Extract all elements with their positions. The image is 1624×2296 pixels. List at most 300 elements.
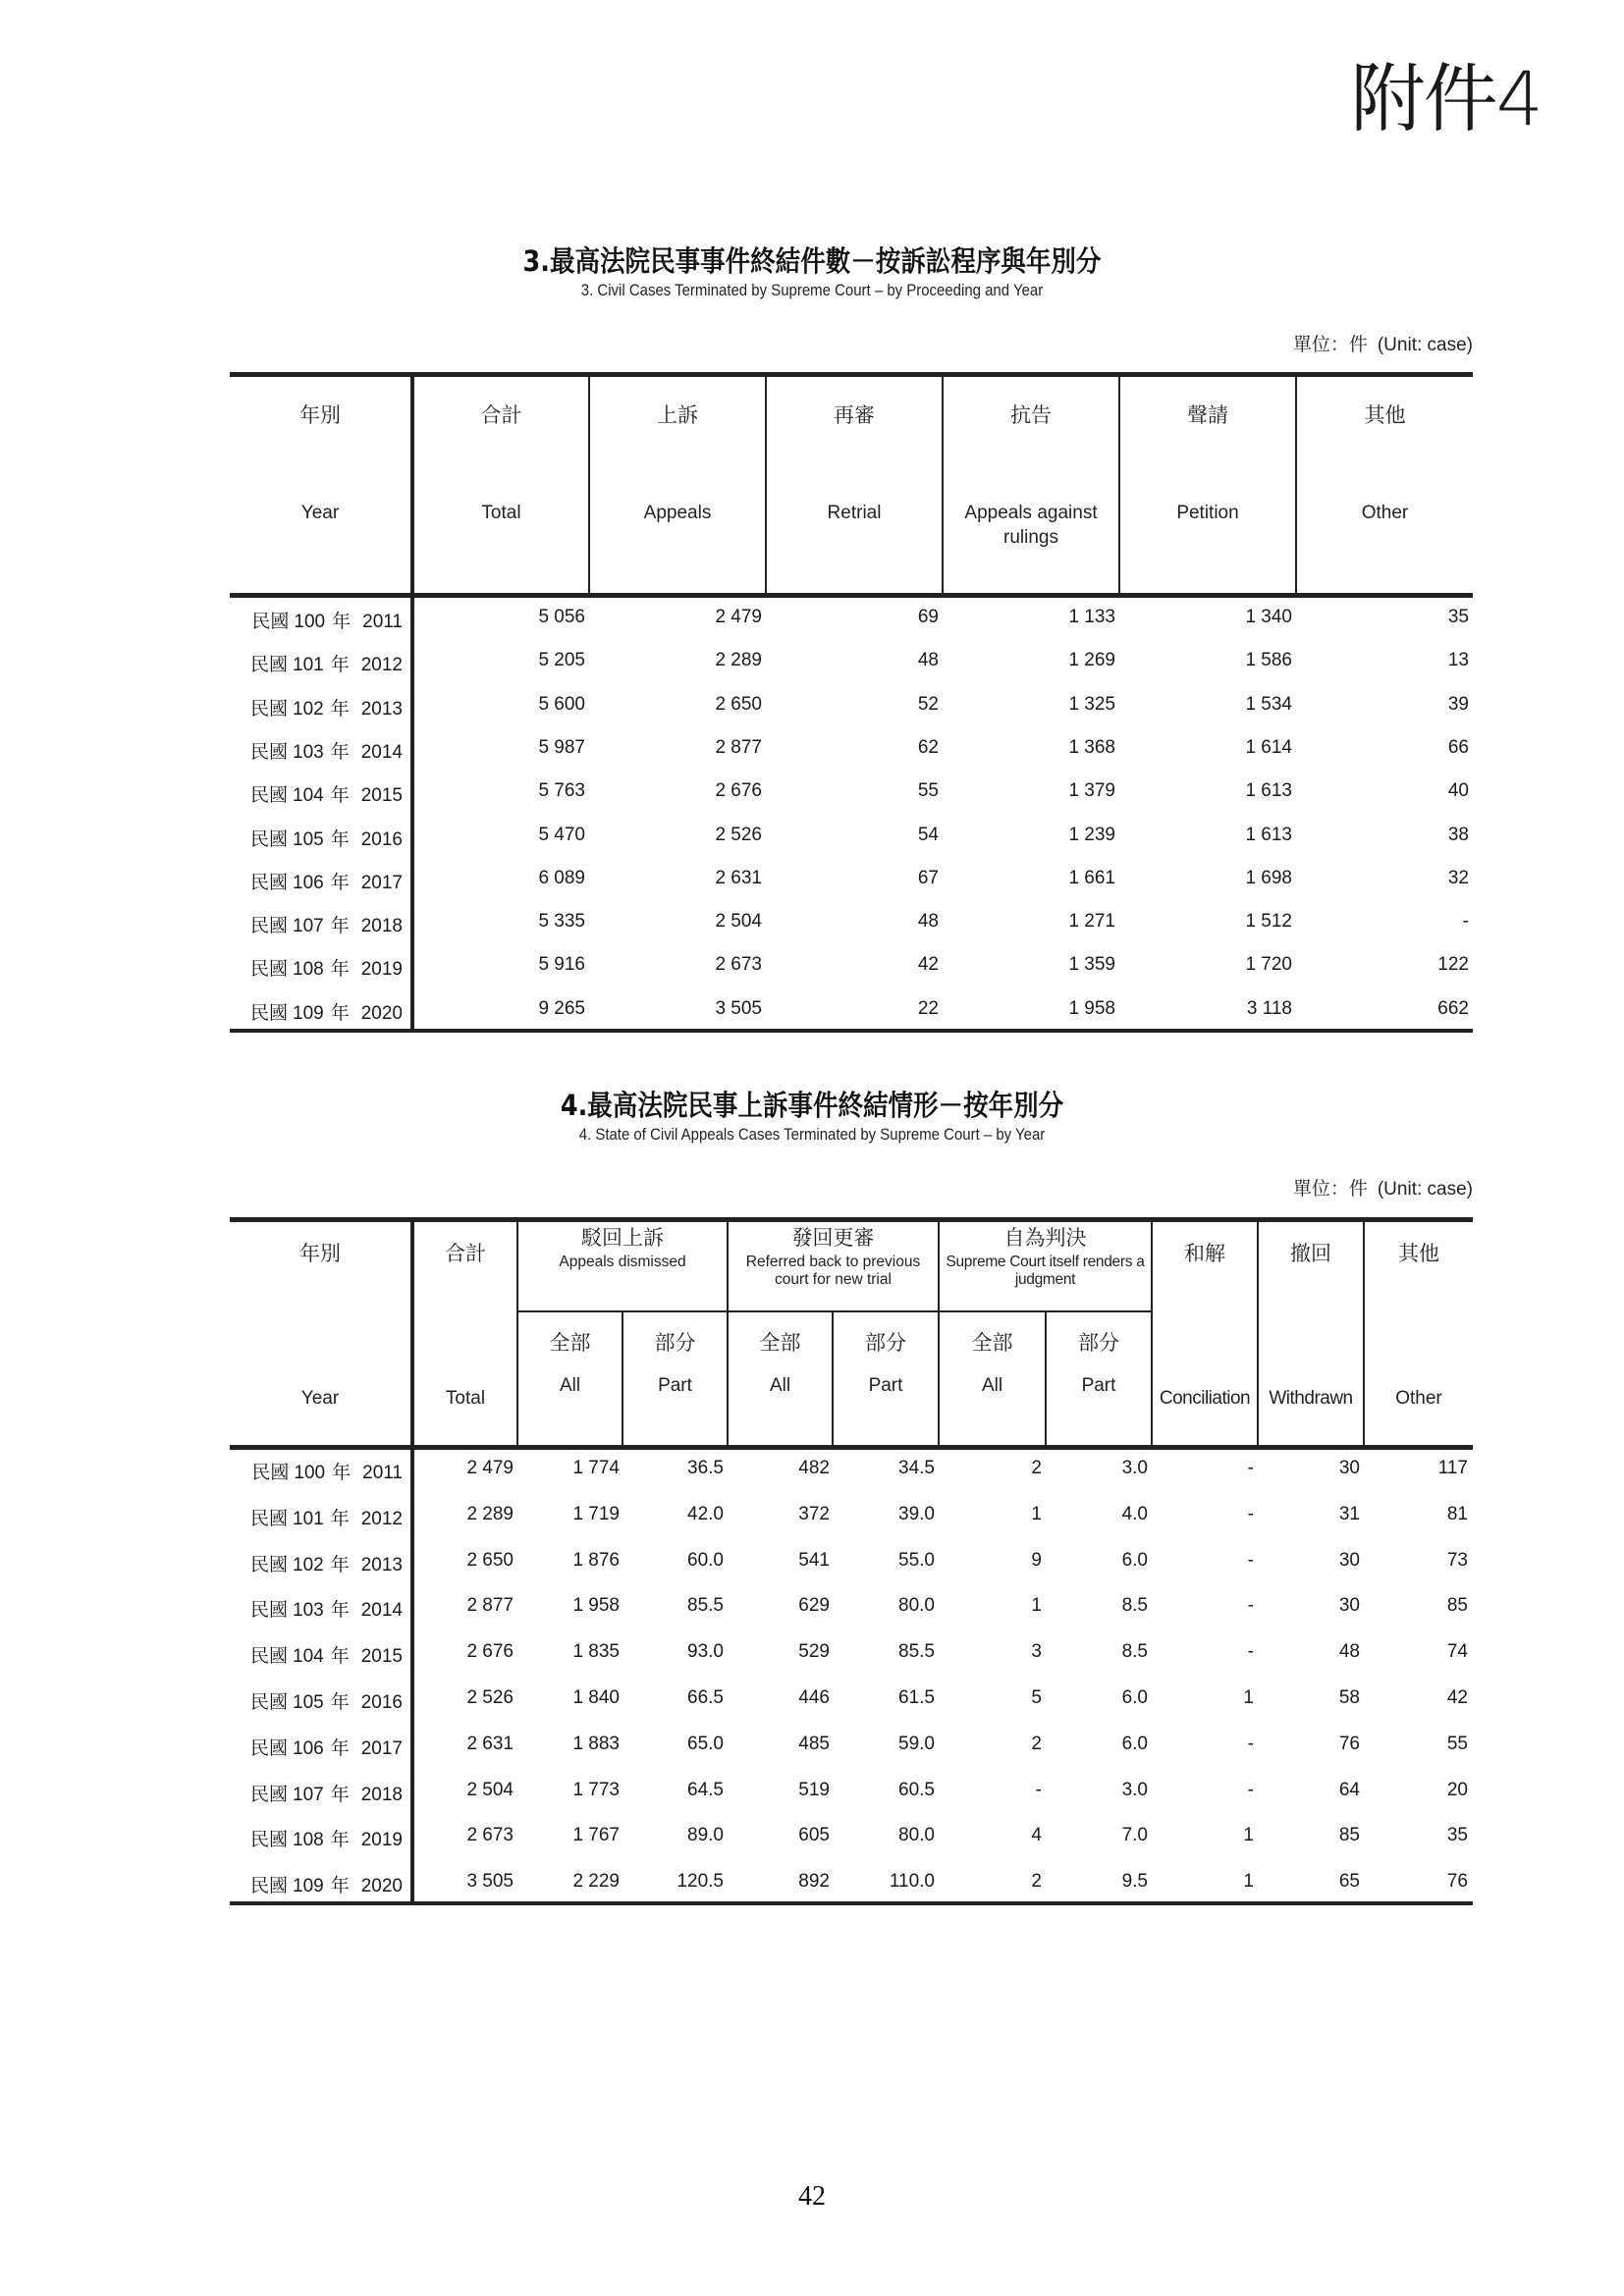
roc-label: 民國 <box>249 871 288 893</box>
table-cell: 5 600 <box>538 693 585 715</box>
ad-year: 2014 <box>360 1600 403 1622</box>
table3-title-en: 3. Civil Cases Terminated by Supreme Court – by Proceeding and Year <box>580 281 1044 299</box>
table4-sub-all <box>940 1330 1045 1399</box>
header-zh: 全部 <box>971 1331 1013 1355</box>
table4-group-appeals-dismissed <box>518 1225 727 1271</box>
roc-label: 民國 <box>249 958 288 981</box>
table-cell: 85 <box>1446 1595 1468 1617</box>
table-cell: 64.5 <box>687 1779 724 1800</box>
ad-year: 2016 <box>360 828 403 850</box>
table4-title-zh: 4.最高法院民事上訴事件終結情形－按年別分 <box>560 1089 1064 1122</box>
table-cell: 48 <box>917 650 939 671</box>
roc-year: 102 <box>293 698 324 720</box>
table-cell: 2 877 <box>715 736 762 758</box>
ad-year: 2020 <box>360 1002 403 1024</box>
ad-year: 2011 <box>362 612 403 632</box>
page-number: 42 <box>798 2181 826 2212</box>
table-cell: 120.5 <box>677 1871 724 1893</box>
ad-year: 2018 <box>360 1784 403 1805</box>
roc-year: 108 <box>293 1830 324 1851</box>
table-cell: 1 269 <box>1068 650 1115 671</box>
table4-header-total <box>414 1241 516 1412</box>
table-cell: 1 359 <box>1068 954 1115 976</box>
table-cell: 1 <box>1031 1595 1042 1617</box>
table-cell: 8.5 <box>1121 1641 1148 1663</box>
table-cell: 117 <box>1437 1458 1468 1478</box>
table-cell: 64 <box>1338 1779 1360 1800</box>
roc-label: 民國 <box>251 1462 290 1483</box>
table-cell: 3 118 <box>1246 997 1292 1019</box>
table-cell: 6.0 <box>1121 1733 1148 1754</box>
table-cell: 110.0 <box>889 1871 935 1893</box>
table4-header-withdrawn <box>1259 1241 1363 1412</box>
table-cell: 2 631 <box>466 1733 514 1754</box>
table-cell: - <box>1247 1779 1254 1800</box>
table-cell: 5 056 <box>538 607 585 627</box>
nian-label: 年 <box>332 611 352 632</box>
table4-unit <box>1293 1174 1473 1201</box>
table-cell: 55.0 <box>898 1549 935 1571</box>
roc-year: 100 <box>294 1463 326 1483</box>
roc-label: 民國 <box>249 1875 288 1897</box>
table-cell: 1 379 <box>1068 780 1115 802</box>
roc-label: 民國 <box>249 784 288 807</box>
table-cell: - <box>1247 1733 1254 1754</box>
table-cell: 48 <box>917 911 939 933</box>
table-cell: 73 <box>1446 1549 1468 1571</box>
roc-year: 100 <box>294 612 326 632</box>
header-zh: 合計 <box>445 1242 486 1265</box>
table-cell: 3 505 <box>466 1871 514 1893</box>
header-en: Appeals against rulings <box>964 503 1098 548</box>
table-cell: 65 <box>1338 1871 1360 1893</box>
roc-label: 民國 <box>251 611 290 632</box>
header-en: Supreme Court itself renders a judgment <box>946 1254 1145 1289</box>
table-cell: 2 650 <box>466 1549 514 1571</box>
nian-label: 年 <box>330 828 350 850</box>
table3-header-total <box>414 402 588 526</box>
table-cell: 2 526 <box>466 1687 514 1708</box>
table-cell: 93.0 <box>687 1641 724 1663</box>
header-zh: 合計 <box>480 403 522 427</box>
year-cell <box>236 954 403 981</box>
nian-label: 年 <box>330 1829 350 1851</box>
table-cell: 76 <box>1446 1871 1468 1893</box>
table-cell: 1 512 <box>1245 911 1292 933</box>
nian-label: 年 <box>330 1645 350 1668</box>
table-cell: 58 <box>1338 1687 1360 1708</box>
table-cell: 69 <box>917 607 939 627</box>
ad-year: 2017 <box>360 872 403 893</box>
table-cell: 74 <box>1446 1641 1468 1663</box>
table-cell: 1 325 <box>1068 693 1115 715</box>
header-en: Retrial <box>827 503 882 524</box>
roc-year: 106 <box>293 1737 324 1759</box>
year-cell <box>236 911 403 937</box>
appendix-label: 附件4 <box>1350 55 1542 142</box>
roc-year: 108 <box>293 959 324 981</box>
table-cell: 9 <box>1031 1549 1042 1571</box>
table-cell: 3.0 <box>1121 1779 1148 1800</box>
table-cell: 662 <box>1437 997 1469 1019</box>
year-cell <box>236 868 403 894</box>
nian-label: 年 <box>330 1691 350 1713</box>
table-cell: - <box>1035 1779 1042 1800</box>
table4-group-referred-back <box>729 1225 938 1289</box>
table-cell: 2 673 <box>466 1825 514 1846</box>
table-cell: 66 <box>1447 736 1469 758</box>
ad-year: 2015 <box>360 785 403 807</box>
header-en: Referred back to previous court for new trial <box>745 1254 921 1289</box>
table-cell: 482 <box>798 1458 830 1478</box>
table-cell: 446 <box>798 1687 830 1708</box>
ad-year: 2015 <box>360 1646 403 1668</box>
table-cell: 892 <box>798 1871 830 1893</box>
table-cell: 1 340 <box>1245 607 1292 627</box>
table-cell: 30 <box>1338 1549 1360 1571</box>
table-cell: 541 <box>798 1549 830 1571</box>
header-en: Year <box>300 503 340 524</box>
header-en: Other <box>1361 503 1409 524</box>
table-cell: 5 470 <box>538 824 585 845</box>
table-cell: 32 <box>1447 867 1469 888</box>
table4-sub-all <box>729 1330 832 1399</box>
table-cell: 55 <box>917 780 939 802</box>
table-cell: 42 <box>1446 1687 1468 1708</box>
roc-year: 102 <box>293 1554 324 1575</box>
table-cell: 1 883 <box>572 1733 620 1754</box>
roc-year: 104 <box>293 1646 324 1668</box>
table-cell: 485 <box>798 1733 830 1754</box>
table-cell: 5 763 <box>538 780 585 802</box>
table3-unit-en: (Unit: case) <box>1377 335 1473 355</box>
ad-year: 2011 <box>362 1463 403 1483</box>
table-cell: 2 631 <box>715 867 762 888</box>
table4-header-rule <box>230 1445 1473 1450</box>
table-cell: 59.0 <box>898 1733 935 1754</box>
header-en: Total <box>445 1388 486 1410</box>
table-cell: 85 <box>1338 1825 1360 1846</box>
header-zh: 撤回 <box>1290 1242 1331 1265</box>
nian-label: 年 <box>330 871 350 893</box>
table-cell: 5 205 <box>538 650 585 671</box>
header-zh: 發回更審 <box>791 1226 875 1250</box>
table3-unit-zh: 單位：件 <box>1292 334 1368 355</box>
table3-header-year <box>230 402 410 526</box>
ad-year: 2012 <box>360 1508 403 1529</box>
table-cell: 1 613 <box>1245 780 1292 802</box>
table-cell: 85.5 <box>898 1641 935 1663</box>
table3-bottom-rule <box>230 1029 1473 1033</box>
table-cell: - <box>1247 1549 1254 1571</box>
roc-label: 民國 <box>249 915 288 937</box>
table4-sub-all <box>518 1330 622 1399</box>
table-cell: 1 773 <box>572 1779 620 1800</box>
table-cell: - <box>1247 1641 1254 1663</box>
table-cell: 65.0 <box>687 1733 724 1754</box>
ad-year: 2012 <box>360 655 403 676</box>
table-cell: 5 987 <box>538 736 585 758</box>
roc-year: 109 <box>293 1876 324 1897</box>
roc-label: 民國 <box>249 1736 288 1759</box>
roc-label: 民國 <box>249 828 288 850</box>
roc-label: 民國 <box>249 1691 288 1713</box>
table-cell: 3.0 <box>1121 1458 1148 1478</box>
roc-year: 105 <box>293 828 324 850</box>
table-cell: 40 <box>1447 780 1469 802</box>
year-cell <box>236 998 403 1025</box>
table-cell: 2 676 <box>466 1641 514 1663</box>
header-zh: 上訴 <box>657 403 698 427</box>
table-cell: 76 <box>1338 1733 1360 1754</box>
header-zh: 部分 <box>654 1331 696 1355</box>
header-en: Withdrawn <box>1269 1388 1353 1410</box>
table-cell: 6 089 <box>538 867 585 888</box>
year-cell <box>236 825 403 851</box>
table3-top-rule <box>230 372 1473 377</box>
header-zh: 駁回上訴 <box>581 1226 664 1250</box>
table-cell: - <box>1247 1458 1254 1478</box>
roc-year: 106 <box>293 872 324 893</box>
table4-header-year <box>230 1241 410 1412</box>
table3-title-zh: 3.最高法院民事事件終結件數－按訴訟程序與年別分 <box>522 244 1102 278</box>
table-cell: 31 <box>1338 1503 1360 1524</box>
roc-label: 民國 <box>249 740 288 763</box>
table-cell: 2 <box>1031 1871 1042 1893</box>
table-cell: 2 650 <box>715 693 762 715</box>
table-cell: 42 <box>917 954 939 976</box>
table-cell: 9 265 <box>538 997 585 1019</box>
table3-header-rule <box>230 593 1473 598</box>
roc-label: 民國 <box>249 654 288 676</box>
year-cell <box>236 694 403 721</box>
header-en: Appeals dismissed <box>559 1254 686 1271</box>
table-cell: 2 526 <box>715 824 762 845</box>
header-zh: 全部 <box>759 1331 801 1355</box>
table4-title-en: 4. State of Civil Appeals Cases Terminated by Supreme Court – by Year <box>578 1125 1046 1144</box>
ad-year: 2019 <box>360 959 403 981</box>
roc-label: 民國 <box>249 697 288 720</box>
table-cell: 1 <box>1243 1825 1254 1846</box>
table-cell: 2 504 <box>715 911 762 933</box>
header-en: All <box>559 1375 581 1397</box>
table-cell: 39 <box>1447 693 1469 715</box>
table-cell: 35 <box>1447 607 1469 627</box>
table4-group-rule <box>517 1310 1153 1312</box>
nian-label: 年 <box>330 958 350 981</box>
header-zh: 其他 <box>1398 1242 1439 1265</box>
nian-label: 年 <box>330 915 350 937</box>
year-cell <box>236 780 403 807</box>
table-cell: 2 289 <box>715 650 762 671</box>
table-cell: 54 <box>917 824 939 845</box>
table-cell: 2 479 <box>466 1458 514 1478</box>
table-cell: 1 534 <box>1245 693 1292 715</box>
table4-unit-zh: 單位：件 <box>1292 1178 1368 1200</box>
table-cell: 1 613 <box>1245 824 1292 845</box>
roc-year: 107 <box>293 1784 324 1805</box>
table-cell: 85.5 <box>687 1595 724 1617</box>
nian-label: 年 <box>332 1462 352 1483</box>
table-cell: 80.0 <box>898 1825 935 1846</box>
table-cell: 2 673 <box>715 954 762 976</box>
table-cell: 1 239 <box>1068 824 1115 845</box>
nian-label: 年 <box>330 1875 350 1897</box>
header-zh: 年別 <box>299 403 341 427</box>
table-cell: 81 <box>1446 1503 1468 1524</box>
roc-label: 民國 <box>249 1599 288 1622</box>
table-cell: 1 614 <box>1245 736 1292 758</box>
table4-sub-part <box>623 1330 727 1399</box>
table4-header-other <box>1365 1241 1473 1412</box>
table-cell: 35 <box>1446 1825 1468 1846</box>
ad-year: 2019 <box>360 1830 403 1851</box>
header-zh: 其他 <box>1364 403 1406 427</box>
nian-label: 年 <box>330 1507 350 1529</box>
table-cell: 1 586 <box>1245 650 1292 671</box>
table-cell: 3 <box>1031 1641 1042 1663</box>
table-cell: - <box>1247 1595 1254 1617</box>
table3-header-petition <box>1120 402 1295 526</box>
roc-label: 民國 <box>249 1829 288 1851</box>
nian-label: 年 <box>330 784 350 807</box>
roc-label: 民國 <box>249 1783 288 1805</box>
nian-label: 年 <box>330 697 350 720</box>
table-cell: 55 <box>1446 1733 1468 1754</box>
table-cell: 39.0 <box>898 1503 935 1524</box>
table-cell: 6.0 <box>1121 1549 1148 1571</box>
table-cell: 61.5 <box>898 1687 935 1708</box>
header-en: Petition <box>1176 503 1239 524</box>
table-cell: 2 289 <box>466 1503 514 1524</box>
table-cell: 60.5 <box>898 1779 935 1800</box>
roc-label: 民國 <box>249 1001 288 1024</box>
year-cell <box>236 650 403 676</box>
header-zh: 聲請 <box>1187 403 1228 427</box>
ad-year: 2018 <box>360 916 403 937</box>
table-cell: 5 916 <box>538 954 585 976</box>
nian-label: 年 <box>330 1783 350 1805</box>
table-cell: 1 661 <box>1068 867 1115 888</box>
table-cell: 1 368 <box>1068 736 1115 758</box>
table-cell: 1 133 <box>1068 607 1115 627</box>
table-cell: 1 719 <box>572 1503 620 1524</box>
table-cell: 30 <box>1338 1595 1360 1617</box>
table4-sub-part <box>834 1330 938 1399</box>
table-cell: - <box>1462 911 1469 933</box>
header-en: Total <box>481 503 521 524</box>
ad-year: 2020 <box>360 1876 403 1897</box>
table-cell: 1 698 <box>1245 867 1292 888</box>
year-cell <box>236 737 403 764</box>
table-cell: 1 <box>1031 1503 1042 1524</box>
nian-label: 年 <box>330 1001 350 1024</box>
header-en: Year <box>300 1388 340 1410</box>
table-cell: 4.0 <box>1121 1503 1148 1524</box>
ad-year: 2013 <box>360 1554 403 1575</box>
header-zh: 年別 <box>299 1242 341 1265</box>
table-cell: 122 <box>1437 954 1469 976</box>
header-zh: 抗告 <box>1010 403 1052 427</box>
table-cell: 1 840 <box>572 1687 620 1708</box>
table3-header-appeals-against-rulings <box>948 402 1113 551</box>
roc-label: 民國 <box>249 1553 288 1575</box>
table3-unit <box>1293 330 1473 356</box>
roc-label: 民國 <box>249 1507 288 1529</box>
table4-group-supreme-court-judgment <box>940 1225 1151 1289</box>
ad-year: 2016 <box>360 1692 403 1713</box>
table-cell: 66.5 <box>687 1687 724 1708</box>
table-cell: 36.5 <box>687 1458 724 1478</box>
table4-sub-part <box>1047 1330 1151 1399</box>
table-cell: 1 <box>1243 1687 1254 1708</box>
nian-label: 年 <box>330 1736 350 1759</box>
roc-year: 107 <box>293 916 324 937</box>
table-cell: 1 767 <box>572 1825 620 1846</box>
roc-year: 109 <box>293 1002 324 1024</box>
roc-year: 105 <box>293 1692 324 1713</box>
table-cell: 2 504 <box>466 1779 514 1800</box>
nian-label: 年 <box>330 740 350 763</box>
table-cell: 2 479 <box>715 607 762 627</box>
table-cell: 1 720 <box>1245 954 1292 976</box>
roc-year: 103 <box>293 741 324 763</box>
table-cell: 5 335 <box>538 911 585 933</box>
table-cell: 2 <box>1031 1733 1042 1754</box>
table3-header-appeals <box>590 402 765 526</box>
table-cell: 22 <box>917 997 939 1019</box>
table-cell: 629 <box>798 1595 830 1617</box>
header-zh: 部分 <box>1078 1331 1119 1355</box>
ad-year: 2013 <box>360 698 403 720</box>
table-cell: 5 <box>1031 1687 1042 1708</box>
table4-unit-en: (Unit: case) <box>1377 1179 1473 1200</box>
table-cell: 89.0 <box>687 1825 724 1846</box>
roc-year: 101 <box>293 655 324 676</box>
table-cell: 6.0 <box>1121 1687 1148 1708</box>
table-cell: 30 <box>1338 1458 1360 1478</box>
table-cell: 2 229 <box>572 1871 620 1893</box>
table-cell: 62 <box>917 736 939 758</box>
table-cell: 529 <box>798 1641 830 1663</box>
table3-col-divider <box>942 375 944 595</box>
table-cell: 1 774 <box>572 1458 620 1478</box>
header-zh: 和解 <box>1184 1242 1225 1265</box>
roc-year: 104 <box>293 785 324 807</box>
table-cell: 605 <box>798 1825 830 1846</box>
table-cell: 7.0 <box>1121 1825 1148 1846</box>
table-cell: 1 271 <box>1068 911 1115 933</box>
table-cell: 1 958 <box>572 1595 620 1617</box>
header-en: All <box>981 1375 1003 1397</box>
table-cell: 48 <box>1338 1641 1360 1663</box>
table-cell: 8.5 <box>1121 1595 1148 1617</box>
table3-header-other <box>1297 402 1473 526</box>
header-en: Other <box>1395 1388 1442 1410</box>
header-zh: 自為判決 <box>1003 1226 1087 1250</box>
header-zh: 再審 <box>834 403 875 427</box>
table-cell: 42.0 <box>687 1503 724 1524</box>
table-cell: 20 <box>1446 1779 1468 1800</box>
table-cell: 2 877 <box>466 1595 514 1617</box>
header-en: Conciliation <box>1159 1388 1251 1410</box>
roc-year: 103 <box>293 1600 324 1622</box>
nian-label: 年 <box>330 654 350 676</box>
table-cell: 1 835 <box>572 1641 620 1663</box>
roc-year: 101 <box>293 1508 324 1529</box>
ad-year: 2014 <box>360 741 403 763</box>
table-cell: 52 <box>917 693 939 715</box>
